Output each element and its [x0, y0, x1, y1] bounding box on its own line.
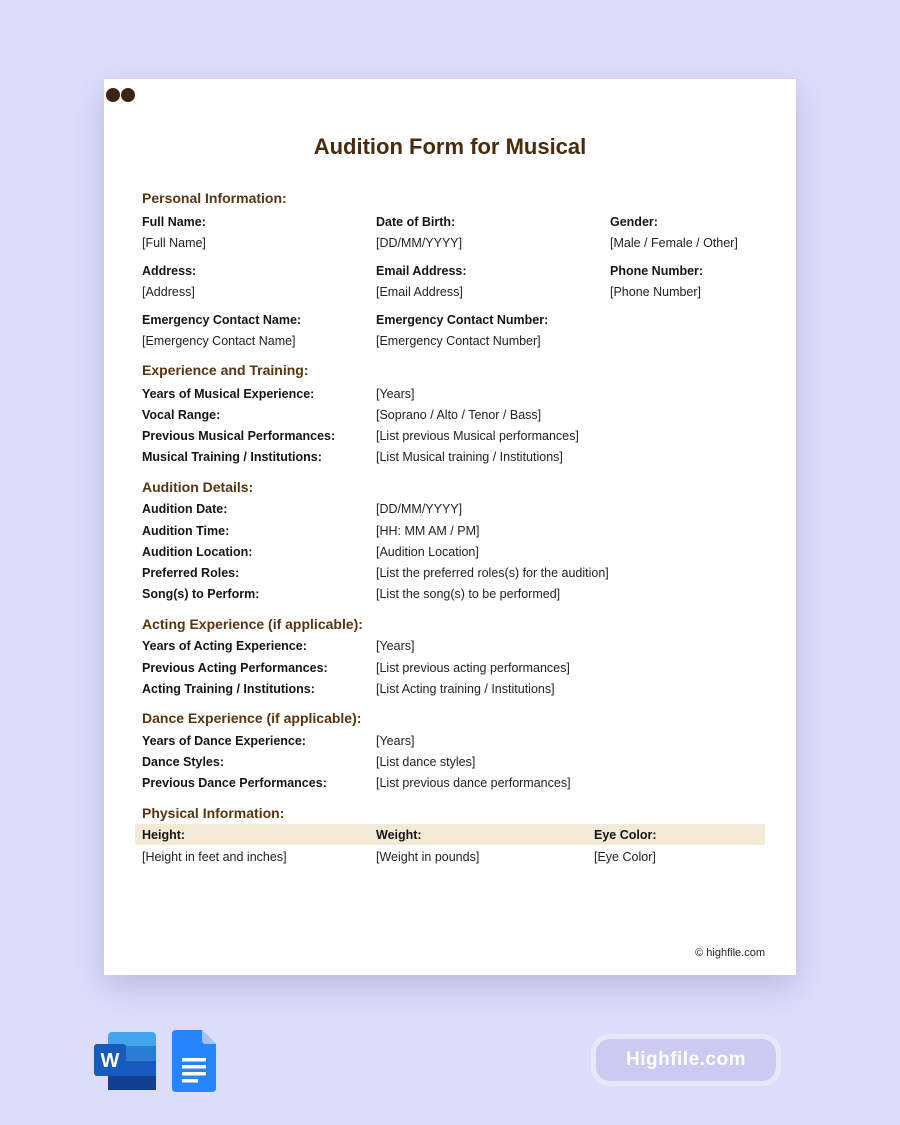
weight-label: Weight:	[376, 828, 422, 842]
weight-field[interactable]: [Weight in pounds]	[376, 850, 480, 864]
musical-years-label: Years of Musical Experience:	[142, 387, 315, 401]
page-title: Audition Form for Musical	[313, 134, 587, 159]
musical-training-label: Musical Training / Institutions:	[142, 450, 322, 464]
audition-location-field[interactable]: [Audition Location]	[376, 545, 479, 559]
acting-years-field[interactable]: [Years]	[376, 639, 415, 653]
audition-time-field[interactable]: [HH: MM AM / PM]	[376, 524, 480, 538]
google-docs-icon[interactable]	[172, 1030, 216, 1092]
acting-training-label: Acting Training / Institutions:	[142, 682, 315, 696]
dance-years-label: Years of Dance Experience:	[142, 734, 306, 748]
section-heading-physical: Physical Information:	[142, 805, 285, 821]
full-name-label: Full Name:	[142, 215, 206, 229]
emergency-number-label: Emergency Contact Number:	[376, 313, 549, 327]
emergency-name-label: Emergency Contact Name:	[142, 313, 302, 327]
email-field[interactable]: [Email Address]	[376, 285, 463, 299]
section-heading-experience: Experience and Training:	[142, 362, 309, 378]
musical-years-field[interactable]: [Years]	[376, 387, 415, 401]
document-page	[104, 79, 796, 975]
audition-location-label: Audition Location:	[142, 545, 253, 559]
dot-left	[106, 88, 120, 102]
acting-years-label: Years of Acting Experience:	[142, 639, 307, 653]
decorative-dots	[106, 88, 135, 102]
emergency-number-field[interactable]: [Emergency Contact Number]	[376, 334, 541, 348]
dob-field[interactable]: [DD/MM/YYYY]	[376, 236, 463, 250]
preferred-roles-label: Preferred Roles:	[142, 566, 240, 580]
gender-field[interactable]: [Male / Female / Other]	[610, 236, 738, 250]
dob-label: Date of Birth:	[376, 215, 456, 229]
dance-styles-field[interactable]: [List dance styles]	[376, 755, 476, 769]
dance-performances-label: Previous Dance Performances:	[142, 776, 327, 790]
physical-header-band	[135, 824, 765, 845]
copyright-note: © highfile.com	[695, 947, 765, 959]
songs-field[interactable]: [List the song(s) to be performed]	[376, 587, 561, 601]
microsoft-word-icon[interactable]	[94, 1032, 158, 1090]
section-heading-dance: Dance Experience (if applicable):	[142, 710, 362, 726]
email-label: Email Address:	[376, 264, 467, 278]
eye-color-label: Eye Color:	[594, 828, 657, 842]
acting-training-field[interactable]: [List Acting training / Institutions]	[376, 682, 555, 696]
section-heading-personal: Personal Information:	[142, 190, 287, 206]
musical-performances-field[interactable]: [List previous Musical performances]	[376, 429, 579, 443]
audition-date-field[interactable]: [DD/MM/YYYY]	[376, 502, 463, 516]
dance-years-field[interactable]: [Years]	[376, 734, 415, 748]
acting-performances-label: Previous Acting Performances:	[142, 661, 328, 675]
dot-right	[121, 88, 135, 102]
musical-performances-label: Previous Musical Performances:	[142, 429, 336, 443]
audition-time-label: Audition Time:	[142, 524, 230, 538]
phone-label: Phone Number:	[610, 264, 704, 278]
vocal-range-field[interactable]: [Soprano / Alto / Tenor / Bass]	[376, 408, 542, 422]
full-name-field[interactable]: [Full Name]	[142, 236, 206, 250]
preferred-roles-field[interactable]: [List the preferred roles(s) for the audition]	[376, 566, 609, 580]
section-heading-acting: Acting Experience (if applicable):	[142, 616, 363, 632]
musical-training-field[interactable]: [List Musical training / Institutions]	[376, 450, 563, 464]
section-heading-audition: Audition Details:	[142, 479, 254, 495]
highfile-brand-label: Highfile.com	[596, 1039, 776, 1081]
emergency-name-field[interactable]: [Emergency Contact Name]	[142, 334, 296, 348]
dance-performances-field[interactable]: [List previous dance performances]	[376, 776, 571, 790]
highfile-brand[interactable]	[591, 1034, 781, 1086]
songs-label: Song(s) to Perform:	[142, 587, 260, 601]
address-label: Address:	[142, 264, 197, 278]
audition-date-label: Audition Date:	[142, 502, 228, 516]
height-field[interactable]: [Height in feet and inches]	[142, 850, 287, 864]
vocal-range-label: Vocal Range:	[142, 408, 221, 422]
dance-styles-label: Dance Styles:	[142, 755, 224, 769]
phone-field[interactable]: [Phone Number]	[610, 285, 702, 299]
gender-label: Gender:	[610, 215, 658, 229]
acting-performances-field[interactable]: [List previous acting performances]	[376, 661, 570, 675]
height-label: Height:	[142, 828, 186, 842]
svg-text:W: W	[100, 1050, 120, 1072]
eye-color-field[interactable]: [Eye Color]	[594, 850, 656, 864]
address-field[interactable]: [Address]	[142, 285, 195, 299]
